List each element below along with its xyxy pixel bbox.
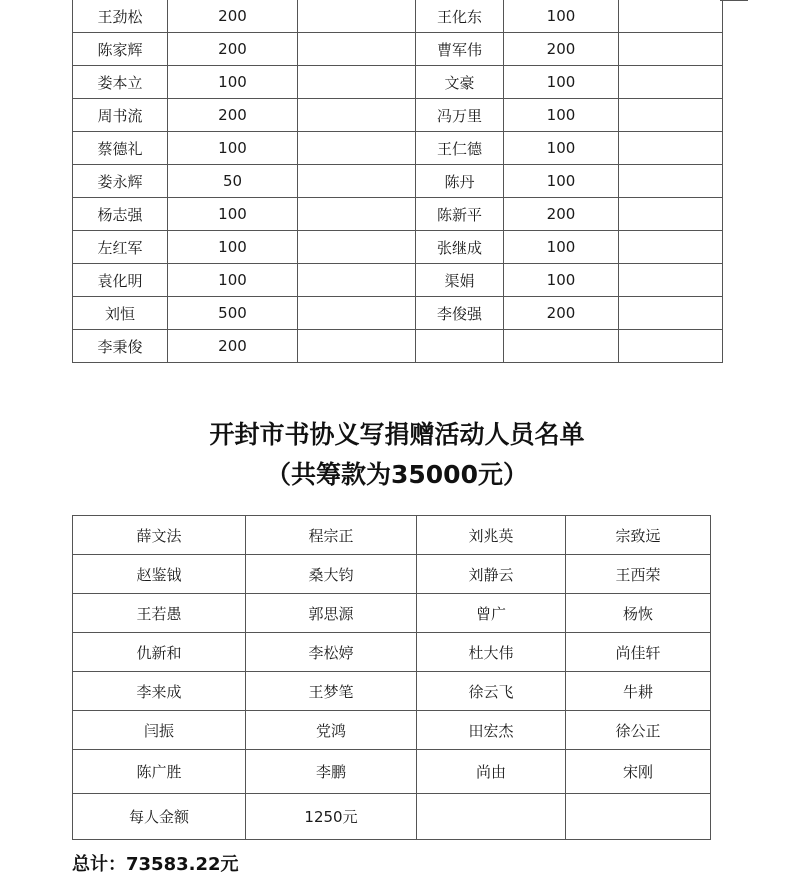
table-cell: 100: [168, 66, 298, 99]
table-cell: [298, 231, 416, 264]
table-cell: 杜大伟: [417, 633, 566, 672]
table-row: [73, 555, 711, 594]
table-cell: 100: [504, 99, 619, 132]
table-cell: 李俊强: [416, 297, 504, 330]
table-cell: 宋刚: [566, 750, 711, 794]
table-cell: 每人金额: [73, 794, 246, 840]
table-cell: 曾广: [417, 594, 566, 633]
table-cell: 田宏杰: [417, 711, 566, 750]
table-cell: [298, 297, 416, 330]
table-cell: 周书流: [73, 99, 168, 132]
table-cell: 100: [168, 264, 298, 297]
table-row: [73, 633, 711, 672]
donation-table-top: [72, 0, 723, 363]
table-cell: 徐云飞: [417, 672, 566, 711]
table-cell: 王劲松: [73, 0, 168, 33]
table-cell: 文豪: [416, 66, 504, 99]
table-cell: 左红军: [73, 231, 168, 264]
table-cell: 陈新平: [416, 198, 504, 231]
table-cell: [619, 297, 723, 330]
table-row: [73, 672, 711, 711]
table-cell: [298, 330, 416, 363]
table-row: [73, 594, 711, 633]
table-cell: 杨恢: [566, 594, 711, 633]
table-cell: 娄本立: [73, 66, 168, 99]
table-cell: 王梦笔: [246, 672, 417, 711]
table-cell: 200: [168, 99, 298, 132]
table-cell: [619, 264, 723, 297]
grand-total: 总计：73583.22元: [72, 854, 239, 875]
donor-roster-table: [72, 515, 711, 840]
table-cell: [619, 231, 723, 264]
table-cell: 王化东: [416, 0, 504, 33]
table-row: [73, 33, 723, 66]
table-cell: 500: [168, 297, 298, 330]
table-cell: [619, 33, 723, 66]
table-cell: 100: [168, 132, 298, 165]
table-cell: 牛耕: [566, 672, 711, 711]
table-row: [73, 132, 723, 165]
table-cell: 冯万里: [416, 99, 504, 132]
table-cell: 李来成: [73, 672, 246, 711]
table-cell: [619, 66, 723, 99]
table-cell: [298, 264, 416, 297]
table-cell: 1250元: [246, 794, 417, 840]
page-subtitle: （共筹款为35000元）: [266, 460, 528, 489]
page-title: 开封市书协义写捐赠活动人员名单: [209, 420, 585, 449]
table-cell: 100: [504, 165, 619, 198]
table-cell: [619, 330, 723, 363]
table-cell: 袁化明: [73, 264, 168, 297]
table-cell: 李秉俊: [73, 330, 168, 363]
table-cell: 50: [168, 165, 298, 198]
table-cell: 宗致远: [566, 516, 711, 555]
table-cell: 程宗正: [246, 516, 417, 555]
table-cell: [416, 330, 504, 363]
table-cell: 赵鉴钺: [73, 555, 246, 594]
table-row: [73, 0, 723, 33]
table-cell: [619, 99, 723, 132]
table-cell: [298, 33, 416, 66]
table-cell: 李松婷: [246, 633, 417, 672]
table-cell: 100: [504, 231, 619, 264]
table-cell: 蔡德礼: [73, 132, 168, 165]
table-cell: [298, 66, 416, 99]
table-row: [73, 794, 711, 840]
table-cell: 王若愚: [73, 594, 246, 633]
table-cell: 200: [168, 330, 298, 363]
table-cell: 刘兆英: [417, 516, 566, 555]
table-cell: 薛文法: [73, 516, 246, 555]
table-cell: 刘恒: [73, 297, 168, 330]
table-cell: 桑大钧: [246, 555, 417, 594]
table-cell: 100: [504, 66, 619, 99]
table-cell: 党鸿: [246, 711, 417, 750]
table-cell: 100: [504, 264, 619, 297]
table-cell: [298, 132, 416, 165]
table-cell: 曹军伟: [416, 33, 504, 66]
table-cell: [298, 99, 416, 132]
table-row: [73, 264, 723, 297]
table-cell: [298, 0, 416, 33]
table-cell: [298, 165, 416, 198]
table-row: [73, 516, 711, 555]
table-row: [73, 711, 711, 750]
table-cell: 尚由: [417, 750, 566, 794]
table-cell: 徐公正: [566, 711, 711, 750]
table-cell: 王仁德: [416, 132, 504, 165]
table-row: [73, 66, 723, 99]
table-cell: 渠娟: [416, 264, 504, 297]
table-cell: 100: [168, 198, 298, 231]
table-cell: 100: [504, 0, 619, 33]
table-cell: 王西荣: [566, 555, 711, 594]
table-cell: 200: [504, 198, 619, 231]
table-cell: [619, 198, 723, 231]
table-cell: 陈家辉: [73, 33, 168, 66]
table-row: [73, 165, 723, 198]
table-cell: 娄永辉: [73, 165, 168, 198]
table-cell: [298, 198, 416, 231]
table-cell: [566, 794, 711, 840]
table-cell: 100: [168, 231, 298, 264]
table-row: [73, 297, 723, 330]
table-row: [73, 231, 723, 264]
table-cell: 张继成: [416, 231, 504, 264]
table-cell: [619, 132, 723, 165]
table-cell: 郭思源: [246, 594, 417, 633]
table-cell: 刘静云: [417, 555, 566, 594]
table-row: [73, 198, 723, 231]
table-cell: [504, 330, 619, 363]
table-cell: 200: [168, 0, 298, 33]
table-cell: 李鹏: [246, 750, 417, 794]
table-row: [73, 99, 723, 132]
table-cell: 200: [168, 33, 298, 66]
table-cell: [619, 165, 723, 198]
table-cell: 杨志强: [73, 198, 168, 231]
table-cell: [417, 794, 566, 840]
table-row: [73, 750, 711, 794]
table-cell: 尚佳轩: [566, 633, 711, 672]
table-cell: 陈广胜: [73, 750, 246, 794]
table-cell: 200: [504, 297, 619, 330]
table-cell: 100: [504, 132, 619, 165]
top-right-rule: [720, 0, 748, 1]
table-cell: 仇新和: [73, 633, 246, 672]
table-cell: [619, 0, 723, 33]
table-row: [73, 330, 723, 363]
table-cell: 陈丹: [416, 165, 504, 198]
table-cell: 闫振: [73, 711, 246, 750]
table-cell: 200: [504, 33, 619, 66]
